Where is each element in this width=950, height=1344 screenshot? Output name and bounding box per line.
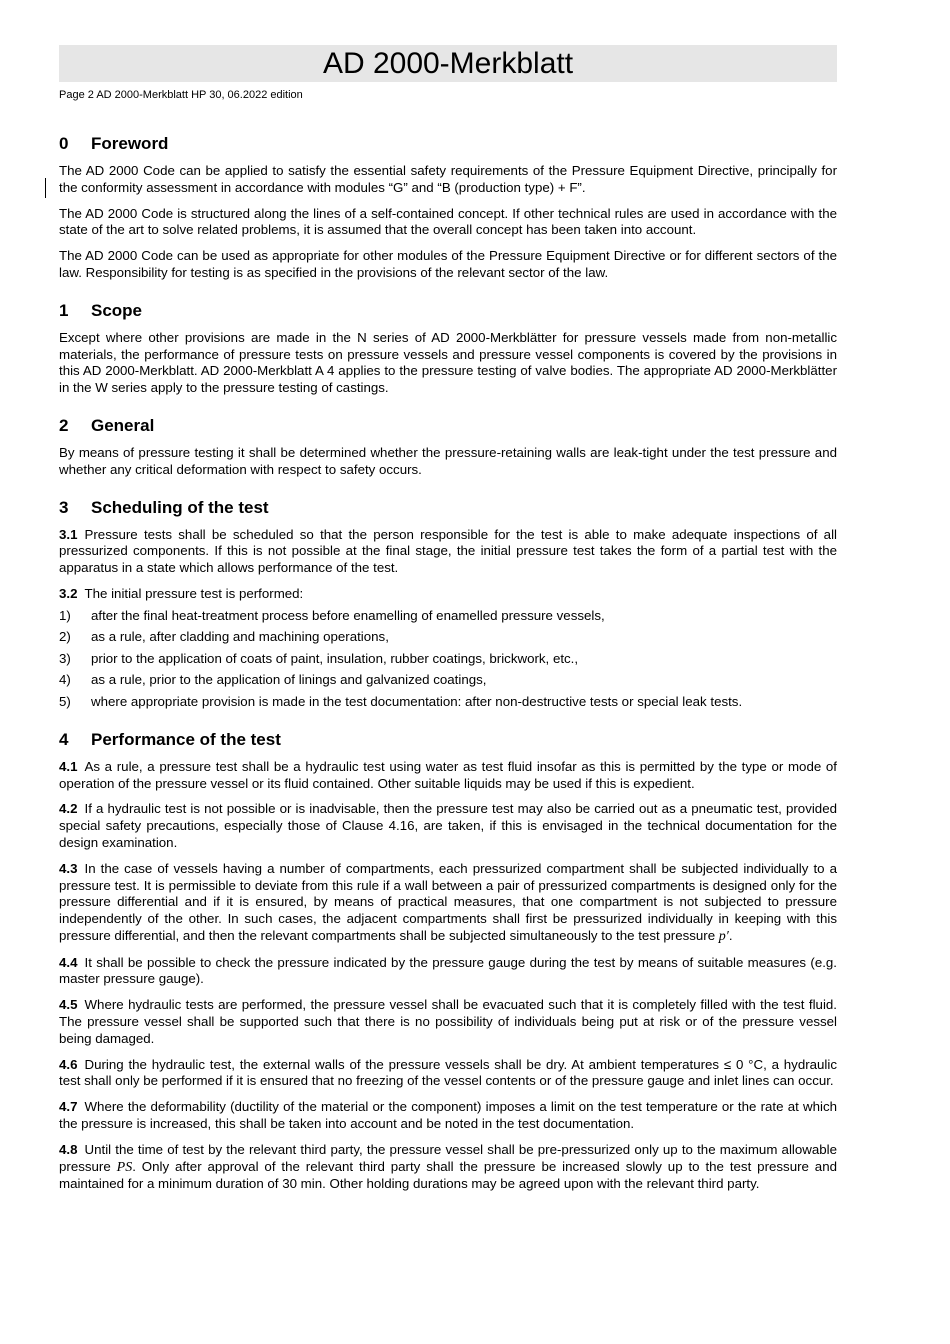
heading-foreword: 0 Foreword xyxy=(59,134,169,153)
general-paragraph: By means of pressure testing it shall be determined whether the pressure-retaining walls are leak-tight under the test pressure and whether any critical deformation with respect to safety occurs. xyxy=(59,444,837,477)
heading-performance: 4 Performance of the test xyxy=(59,729,281,749)
document-body xyxy=(59,133,837,1193)
clause-3-1: 3.1 Pressure tests shall be scheduled so that the person responsible for the test is able to make adequate inspections of all pressurized components. If this is not possible at the final stage, the initial pressure test takes the form of a partial test with the apparatus in a state which allows performance of the test. xyxy=(59,526,837,576)
symbol-max-pressure: PS xyxy=(116,1159,133,1175)
symbol-test-pressure: p′ xyxy=(718,928,729,944)
list-item: 1) after the final heat-treatment process before enamelling of enamelled pressure vessels, xyxy=(59,607,605,623)
clause-4-4: 4.4 It shall be possible to check the pressure indicated by the pressure gauge during the test by means of suitable measures (e.g. master pressure gauge). xyxy=(59,954,837,987)
page-info: Page 2 AD 2000-Merkblatt HP 30, 06.2022 edition xyxy=(59,89,303,101)
scope-paragraph: Except where other provisions are made in the N series of AD 2000-Merkblätter for pressure vessels made from non-metallic materials, the performance of pressure tests on pressure vessels and pressure vessel components is covered by the provisions in this AD 2000-Merkblatt. AD 2000-Merkblatt A 4 applies to the pressure testing of valve bodies. The appropriate AD 2000-Merkblätter in the W series apply to the pressure testing of castings. xyxy=(59,329,837,396)
clause-4-3: 4.3 In the case of vessels having a number of compartments, each pressurized compartment shall be subjected individually to a pressure test. It is permissible to deviate from this rule if a wall between a pair of pressurized compartments is designed only for the pressure differential and if it is ensured, by means of practical measures, that one compartment is not subjected to pressure independently of the other. In such cases, the adjacent compartments shall first be pressurized individually in keeping with this pressure differential, and then the relevant compartments shall be subjected simultaneously to the test pressure p′. xyxy=(59,860,837,944)
foreword-paragraph-2: The AD 2000 Code is structured along the lines of a self-contained concept. If other technical rules are used in accordance with the state of the art to solve related problems, it is assumed that the overall concept has been taken into account. xyxy=(59,205,837,238)
document-title: AD 2000-Merkblatt xyxy=(322,47,574,80)
heading-scope: 1 Scope xyxy=(59,300,143,320)
foreword-paragraph-1: The AD 2000 Code can be applied to satisfy the essential safety requirements of the Pressure Equipment Directive, principally for the conformity assessment in accordance with modules “G” and “B (production type) + F”. xyxy=(59,163,837,195)
heading-scheduling: 3 Scheduling of the test xyxy=(59,497,269,517)
change-bar xyxy=(45,178,46,198)
list-item: 5) where appropriate provision is made in the test documentation: after non-destructive tests or special leak tests. xyxy=(59,693,743,709)
list-item: 3) prior to the application of coats of paint, insulation, rubber coatings, brickwork, etc., xyxy=(59,650,579,666)
clause-4-8: 4.8 Until the time of test by the relevant third party, the pressure vessel shall be pre-pressurized only up to the maximum allowable pressure PS. Only after approval of the relevant third party shall the pressure be increased slowly up to the test pressure and maintained for a minimum duration of 30 min. Other holding durations may be agreed upon with the relevant third party. xyxy=(59,1141,837,1192)
clause-4-6: 4.6 During the hydraulic test, the external walls of the pressure vessels shall be dry. At ambient temperatures ≤ 0 °C, a hydraulic test shall only be performed if it is ensured that no freezing of the vessel contents or of the pressure gauge and inlet lines can occur. xyxy=(59,1056,837,1089)
header-bar xyxy=(59,45,837,82)
heading-general: 2 General xyxy=(59,415,155,435)
clause-4-5: 4.5 Where hydraulic tests are performed, the pressure vessel shall be evacuated such that it is completely filled with the test fluid. The pressure vessel shall be supported such that there is no possibility of individuals being put at risk or of the pressure vessel being damaged. xyxy=(59,997,837,1046)
foreword-paragraph-3: The AD 2000 Code can be used as appropriate for other modules of the Pressure Equipment Directive or for different sectors of the law. Responsibility for testing is as specified in the provisions of the relevant sector of the law. xyxy=(59,248,837,280)
list-item: 2) as a rule, after cladding and machining operations, xyxy=(59,629,389,645)
clause-4-7: 4.7 Where the deformability (ductility of the material or the component) imposes a limit on the test temperature or the rate at which the pressure is increased, this shall be taken into account and be noted in the test documentation. xyxy=(59,1099,837,1132)
clause-4-1: 4.1 As a rule, a pressure test shall be a hydraulic test using water as test fluid insofar as this is permitted by the type or mode of operation of the pressure vessel or its fluid contained. Other suitable liquids may be used if this is expedient. xyxy=(59,758,837,791)
clause-3-2: 3.2 The initial pressure test is performed: xyxy=(59,585,304,601)
list-item: 4) as a rule, prior to the application of linings and galvanized coatings, xyxy=(59,672,487,688)
clause-4-2: 4.2 If a hydraulic test is not possible or is inadvisable, then the pressure test may also be carried out as a pneumatic test, provided special safety precautions, especially those of Clause 4.16, are taken, if this is envisaged in the technical documentation for the design examination. xyxy=(59,801,837,850)
